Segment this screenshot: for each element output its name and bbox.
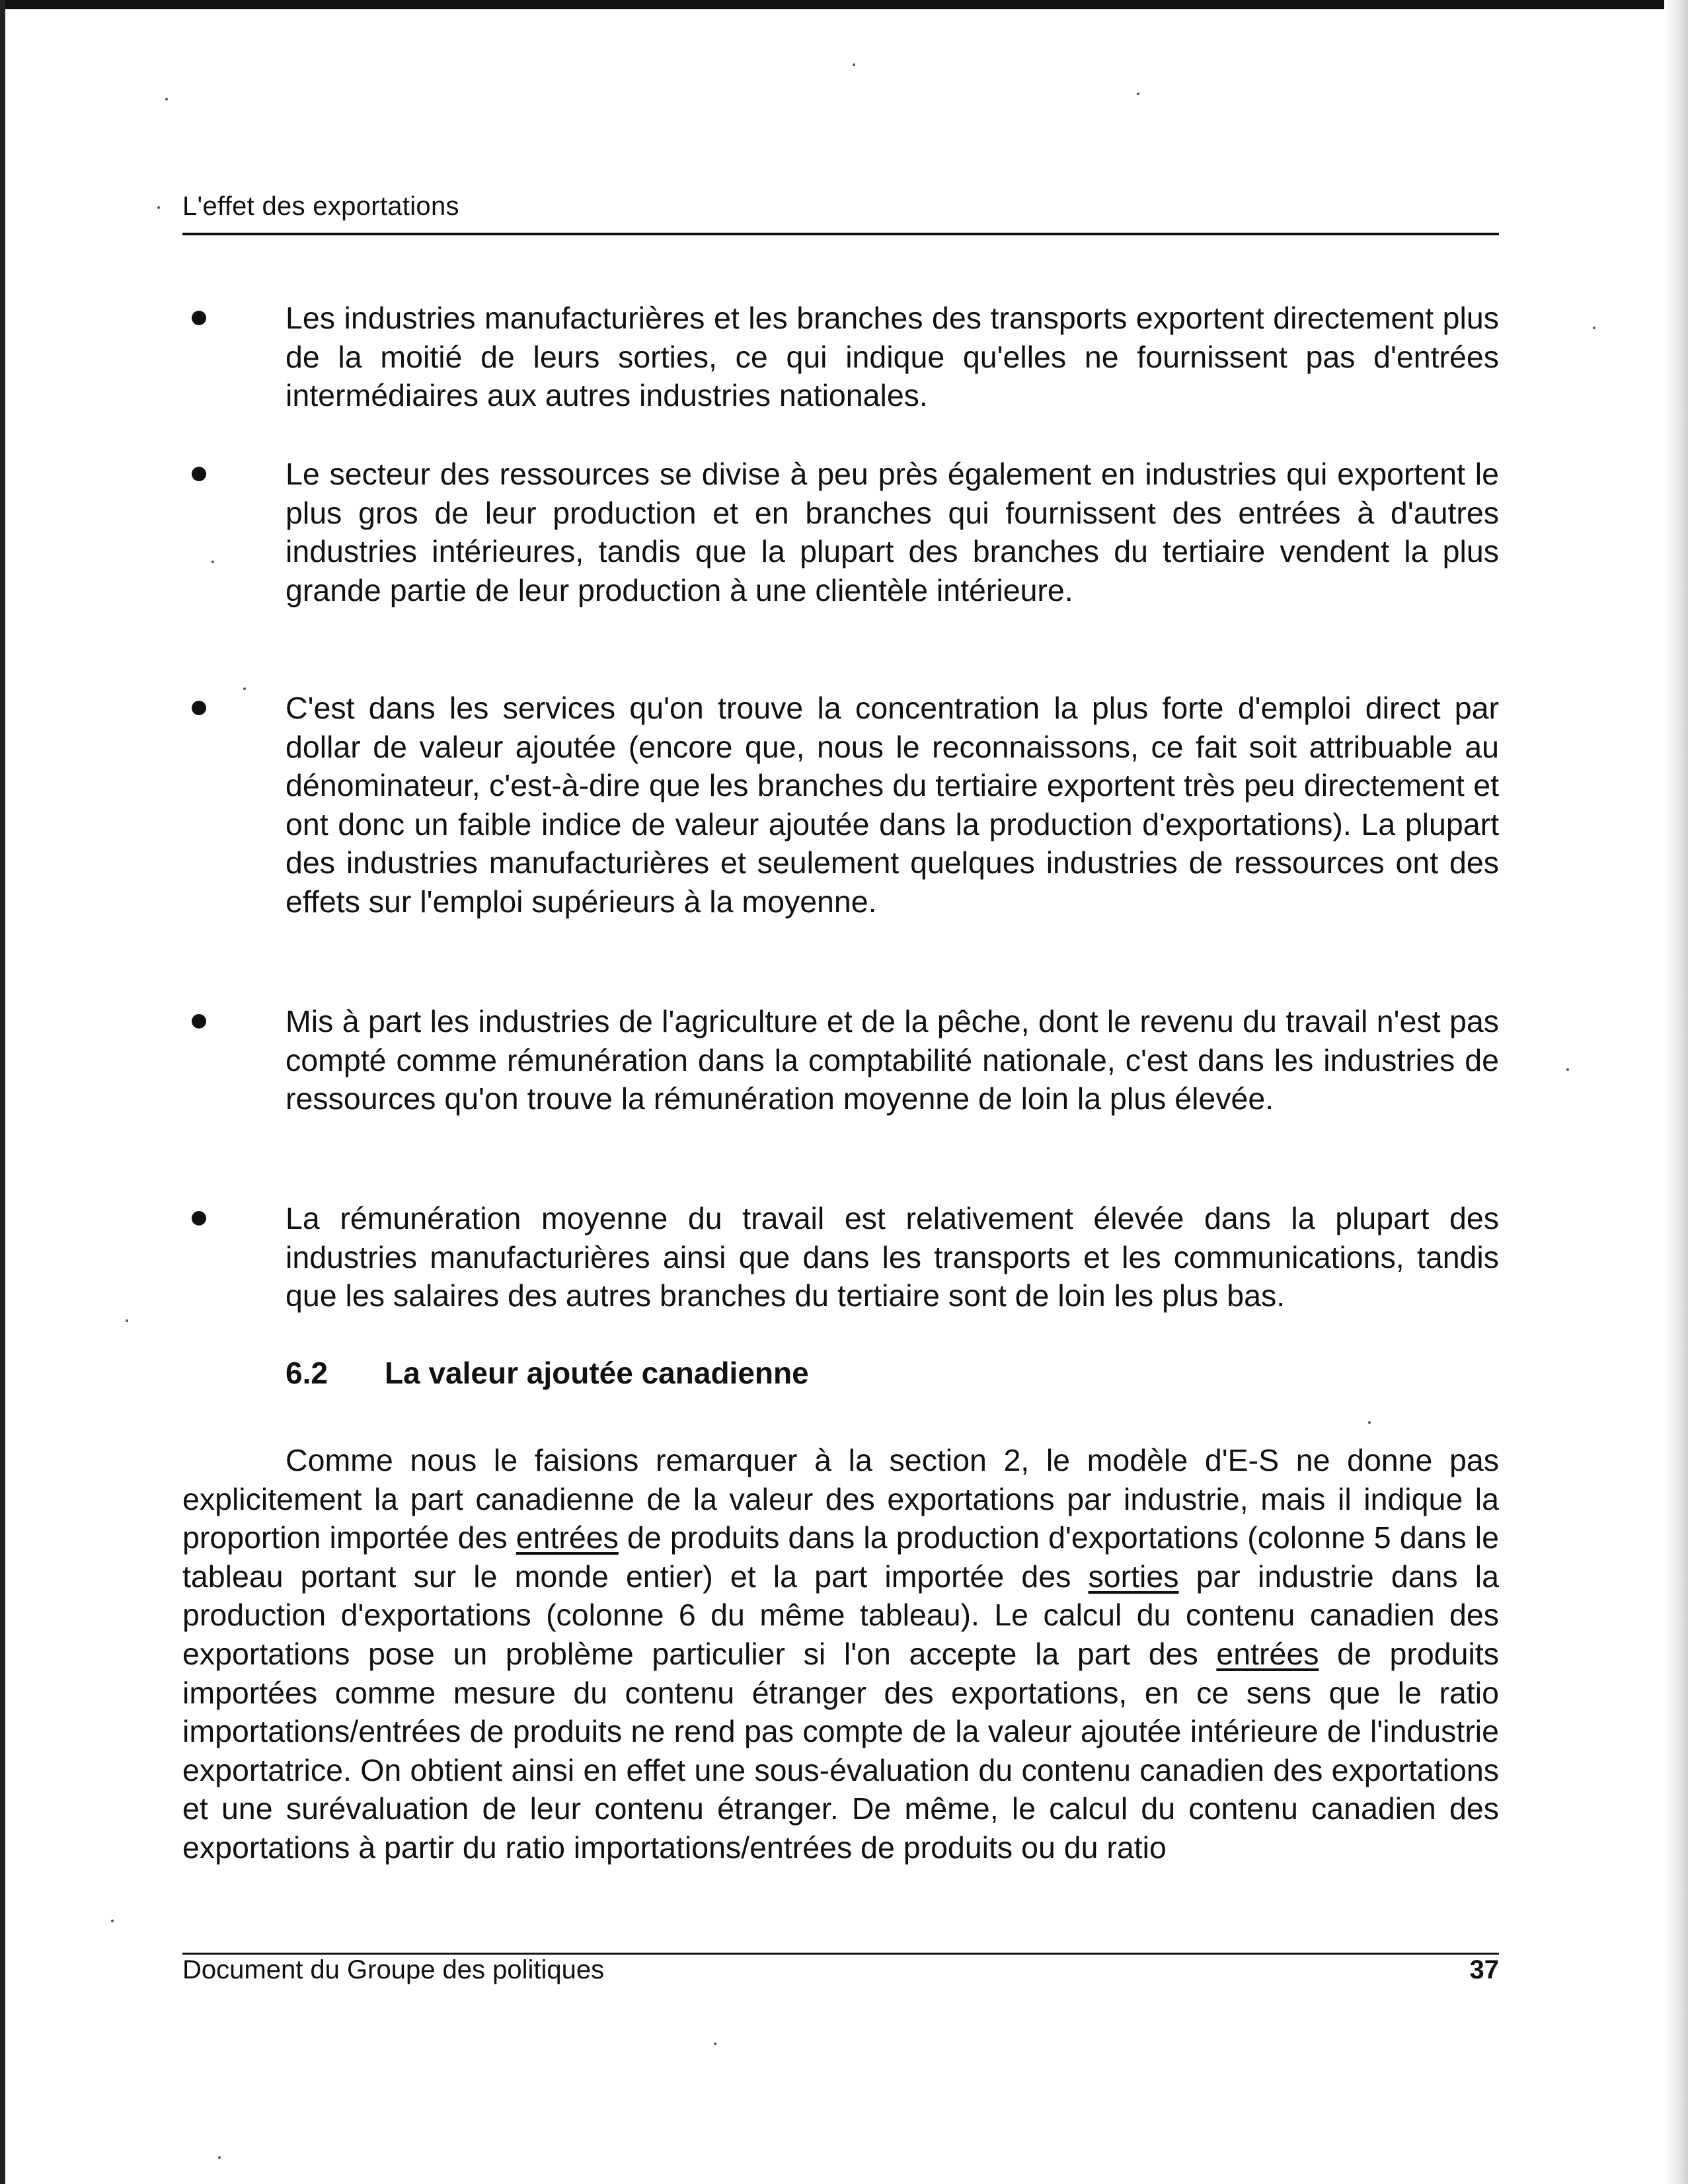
bullet-icon [192,311,206,325]
scan-speck [1137,93,1139,95]
scan-speck [211,561,214,563]
footer-rule [182,1953,1499,1955]
paragraph-text: par industrie dans la production d'exportations (colonne 6 du même tableau). Le calcul du contenu canadien des exportations pose un problème particulier si l'on accepte la part des [182,1559,1499,1671]
underlined-term: entrées [516,1520,619,1555]
paragraph-text: Comme nous le faisions remarquer à la section 2, le modèle d'E-S ne donne pas explicitement la part canadienne de la valeur des exportations par industrie, mais il indique la proportion importée des [182,1443,1499,1555]
bullet-text: Le secteur des ressources se divise à peu près également en industries qui exportent le plus gros de leur production et en branches qui fournissent des entrées à d'autres industries intérieures, tandis que la plupart des branches du tertiaire vendent la plus grande partie de leur production à une clientèle intérieure. [286,457,1499,607]
scan-speck [165,98,168,100]
scan-speck [243,687,246,690]
underlined-term: entrées [1216,1636,1319,1671]
scan-speck [111,1920,114,1922]
bullet-icon [192,1211,206,1226]
scan-speck [1593,327,1595,329]
running-header: L'effet des exportations [182,192,459,221]
underlined-term: sorties [1088,1559,1179,1594]
section-title: La valeur ajoutée canadienne [385,1356,809,1390]
section-heading [286,1355,809,1391]
scan-speck [853,63,855,66]
scan-speck [1566,1068,1569,1071]
bullet-icon [192,701,206,715]
scan-speck [714,2043,716,2045]
bullet-text: Les industries manufacturières et les branches des transports exportent directement plus de la moitié de leurs sorties, ce qui indique qu'elles ne fournissent pas d'entrées intermédiaires aux autres industries nationales. [286,301,1499,413]
bullet-text: Mis à part les industries de l'agriculture et de la pêche, dont le revenu du travail n'est pas compté comme rémunération dans la comptabilité nationale, c'est dans les industries de ressources qu'on trouve la rémunération moyenne de loin la plus élevée. [286,1004,1499,1116]
bullet-icon [192,467,206,481]
page-number: 37 [1469,1955,1499,1984]
page-edge-left [0,0,5,2184]
scan-speck [157,206,160,209]
scan-speck [218,2156,221,2159]
scan-speck [1368,1421,1371,1424]
paragraph-text: de produits dans la production d'exportations (colonne 5 dans le tableau portant sur le monde entier) et la part importée des [182,1520,1499,1594]
bullet-text: C'est dans les services qu'on trouve la concentration la plus forte d'emploi direct par dollar de valeur ajoutée (encore que, nous le reconnaissons, ce fait soit attribuable au dénominateur, c'est-à-dire que les branches du tertiaire exportent très peu directement et ont donc un faible indice de valeur ajoutée dans la production d'exportations). La plupart des industries manufacturières et seulement quelques industries de ressources ont des effets sur l'emploi supérieurs à la moyenne. [286,691,1499,919]
body-paragraph [182,1441,1499,1867]
bullet-text: La rémunération moyenne du travail est relativement élevée dans la plupart des industries manufacturières ainsi que dans les transports et les communications, tandis que les salaires des autres branches du tertiaire sont de loin les plus bas. [286,1201,1499,1313]
paragraph-text: de produits importées comme mesure du contenu étranger des exportations, en ce sens que le ratio importations/entrées de produits ne rend pas compte de la valeur ajoutée intérieure de l'industrie exportatrice. On obtient ainsi en effet une sous-évaluation du contenu canadien des exportations et une surévaluation de leur contenu étranger. De même, le calcul du contenu canadien des exportations à partir du ratio importations/entrées de produits ou du ratio [182,1636,1499,1865]
bullet-icon [192,1014,206,1029]
header-rule [182,233,1499,235]
section-number: 6.2 [286,1356,328,1390]
page-edge-right [1664,0,1688,2184]
page-edge-top [0,0,1688,9]
scan-speck [126,1319,128,1322]
footer-publisher: Document du Groupe des politiques [182,1955,605,1984]
